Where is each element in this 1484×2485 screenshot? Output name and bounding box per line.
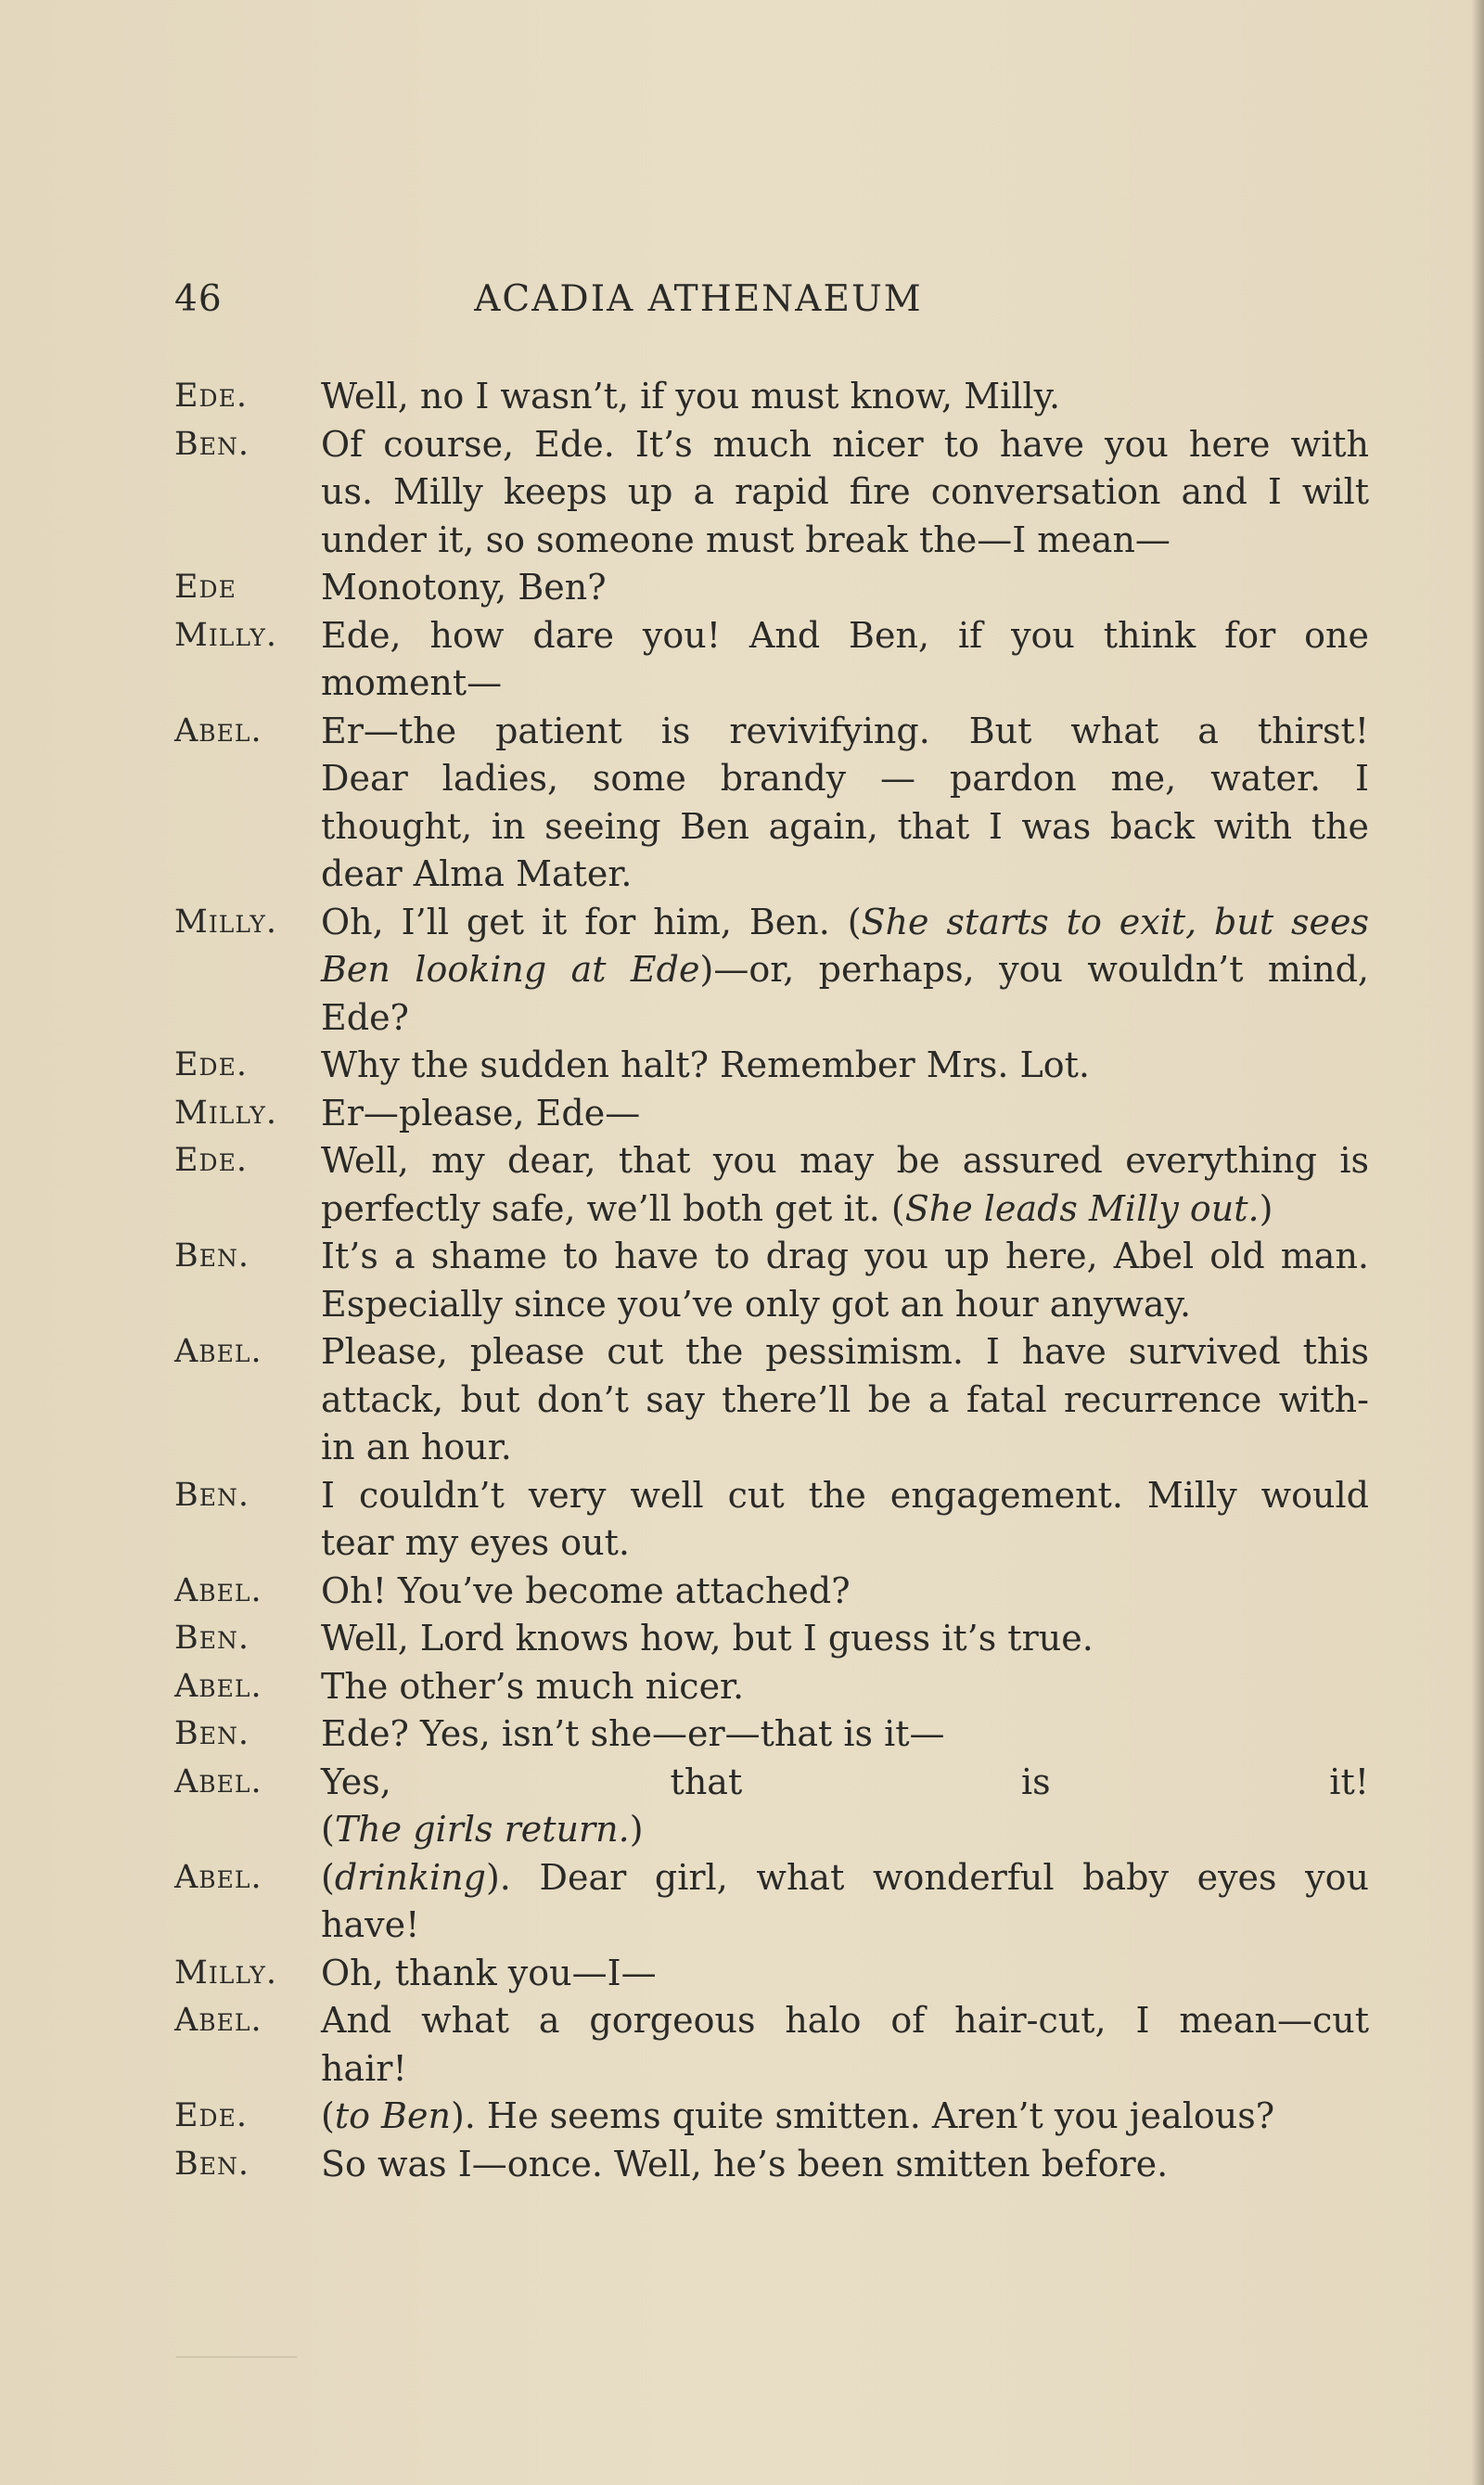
speech-line: Why the sudden halt? Remember Mrs. Lot. [321,1044,1090,1085]
speech [321,1854,1369,1950]
speech [321,1759,1369,1854]
speech [321,1137,1369,1233]
dialogue-entry [174,1997,1380,2093]
speech-line: I couldn’t very well cut the engagement. Milly would [321,1474,1369,1516]
speech-text: ). Dear girl, what wonderful baby eyes you [485,1856,1369,1898]
speech-text: ). He seems quite smitten. Aren’t you jealous? [450,2095,1275,2136]
stage-direction: drinking [334,1856,486,1898]
stage-direction: She starts to exit, but sees [861,901,1369,942]
speech-line: dear Alma Mater. [321,853,633,894]
speech-line: Well, my dear, that you may be assured everything is [321,1140,1369,1181]
dialogue-entry [174,1710,1380,1759]
speech-line [321,946,1369,994]
speech [321,1233,1369,1328]
speech [321,2093,1369,2141]
speech-line: Yes, that is it! [321,1761,1369,1802]
speech-line [321,2093,1369,2141]
stage-direction: The girls return. [334,1809,630,1850]
speech-text: ( [321,2095,335,2136]
speech-line: Please, please cut the pessimism. I have survived this [321,1331,1369,1372]
speech [321,1042,1369,1090]
speech-line: hair! [321,2047,407,2089]
speech [321,1472,1369,1568]
dialogue-entry [174,1759,1380,1854]
speech-line: Er—the patient is revivifying. But what a thirst! [321,710,1369,751]
speech-text: ( [321,1809,335,1850]
dialogue-entry [174,2141,1380,2189]
dialogue-entry [174,899,1380,1043]
dialogue-text [174,373,1380,2188]
speech [321,612,1369,708]
speaker-name: Milly. [174,1094,277,1132]
stage-direction: She leads Milly out. [904,1187,1260,1229]
speaker-name: Ede [174,569,237,606]
speech-line: Well, Lord knows how, but I guess it’s true. [321,1618,1094,1659]
speech [321,1663,1369,1711]
dialogue-entry [174,564,1380,612]
stage-direction: to Ben [334,2095,451,2136]
speech-line [321,1185,1369,1234]
speech-line [321,1806,1369,1854]
dialogue-entry [174,1568,1380,1616]
speaker-name: Ede. [174,378,248,415]
speaker-name: Ben. [174,1237,249,1275]
speech-line: moment— [321,662,503,703]
speech-line: Monotony, Ben? [321,567,607,608]
dialogue-entry [174,708,1380,899]
dialogue-entry [174,1137,1380,1233]
speech [321,899,1369,1043]
speech-line: Ede? [321,996,409,1038]
speech-line [321,899,1369,947]
speech-line: And what a gorgeous halo of hair-cut, I mean—cut [321,2000,1369,2041]
speech-line: Oh! You’ve become attached? [321,1569,851,1611]
speaker-name: Ede. [174,2097,248,2134]
speaker-name: Abel. [174,1571,262,1609]
speech-line: thought, in seeing Ben again, that I was back with the [321,805,1369,847]
speaker-name: Abel. [174,2002,262,2039]
page-header [174,278,1371,334]
speech-line: Dear ladies, some brandy — pardon me, water. I [321,758,1369,799]
speech-line: Ede? Yes, isn’t she—er—that is it— [321,1713,945,1754]
speech [321,1997,1369,2093]
speech-line: Ede, how dare you! And Ben, if you think for one [321,614,1369,656]
speaker-name: Ben. [174,1476,249,1514]
speech [321,1710,1369,1759]
speech-line: tear my eyes out. [321,1522,630,1563]
dialogue-entry [174,1950,1380,1998]
page-edge-shadow [1471,0,1484,2485]
speaker-name: Ede. [174,1142,248,1179]
dialogue-entry [174,1854,1380,1950]
speech [321,564,1369,612]
speaker-name: Milly. [174,903,277,941]
speech-text: ) [629,1809,644,1850]
dialogue-entry [174,612,1380,708]
speech-line: Er—please, Ede— [321,1092,641,1134]
dialogue-entry [174,421,1380,565]
speech-line: attack, but don’t say there’ll be a fatal recurrence with- [321,1378,1369,1420]
speech-line: under it, so someone must break the—I mean— [321,519,1171,560]
speech-line: in an hour. [321,1427,512,1467]
speaker-name: Abel. [174,1333,262,1370]
speech [321,1328,1369,1472]
speaker-name: Ben. [174,2145,249,2183]
speech-line: So was I—once. Well, he’s been smitten before. [321,2143,1169,2184]
speech [321,1615,1369,1663]
speech [321,421,1369,565]
speech-line: Well, no I wasn’t, if you must know, Milly. [321,376,1061,416]
speech [321,373,1369,421]
dialogue-entry [174,1328,1380,1472]
running-title: ACADIA ATHENAEUM [474,278,923,320]
speech [321,1568,1369,1616]
stage-direction: Ben looking at Ede [321,949,700,990]
dialogue-entry [174,373,1380,421]
speech [321,708,1369,899]
speech-text: ( [321,1856,335,1898]
speaker-name: Ede. [174,1046,248,1083]
speaker-name: Ben. [174,1620,249,1657]
speech [321,2141,1369,2189]
dialogue-entry [174,1042,1380,1090]
speech-line: It’s a shame to have to drag you up here, Abel old man. [321,1236,1369,1276]
speech [321,1090,1369,1138]
dialogue-entry [174,1090,1380,1138]
speech-line [321,1854,1369,1902]
speech-text: Oh, I’ll get it for him, Ben. ( [321,901,862,942]
dialogue-entry [174,1472,1380,1568]
speech-text: perfectly safe, we’ll both get it. ( [321,1187,905,1229]
dialogue-entry [174,2093,1380,2141]
page-number: 46 [174,278,223,320]
dialogue-entry [174,1233,1380,1328]
dialogue-entry [174,1615,1380,1663]
speech [321,1950,1369,1998]
speech-text: )—or, perhaps, you wouldn’t mind, [699,949,1369,990]
speaker-name: Milly. [174,616,277,654]
speaker-name: Abel. [174,1762,262,1800]
speaker-name: Ben. [174,1715,249,1752]
speech-line: Of course, Ede. It’s much nicer to have you here with [321,423,1369,465]
speaker-name: Abel. [174,1667,262,1705]
speech-line: Especially since you’ve only got an hour anyway. [321,1283,1192,1325]
speech-text: ) [1259,1187,1273,1229]
dialogue-entry [174,1663,1380,1711]
speech-line: Oh, thank you—I— [321,1952,657,1993]
page-smudge [176,2356,297,2358]
speaker-name: Abel. [174,711,262,749]
speaker-name: Ben. [174,425,249,463]
speech-line: The other’s much nicer. [321,1665,745,1707]
speaker-name: Milly. [174,1953,277,1992]
speech-line: have! [321,1904,420,1945]
speaker-name: Abel. [174,1858,262,1896]
speech-line: us. Milly keeps up a rapid fire conversation and I wilt [321,471,1369,512]
